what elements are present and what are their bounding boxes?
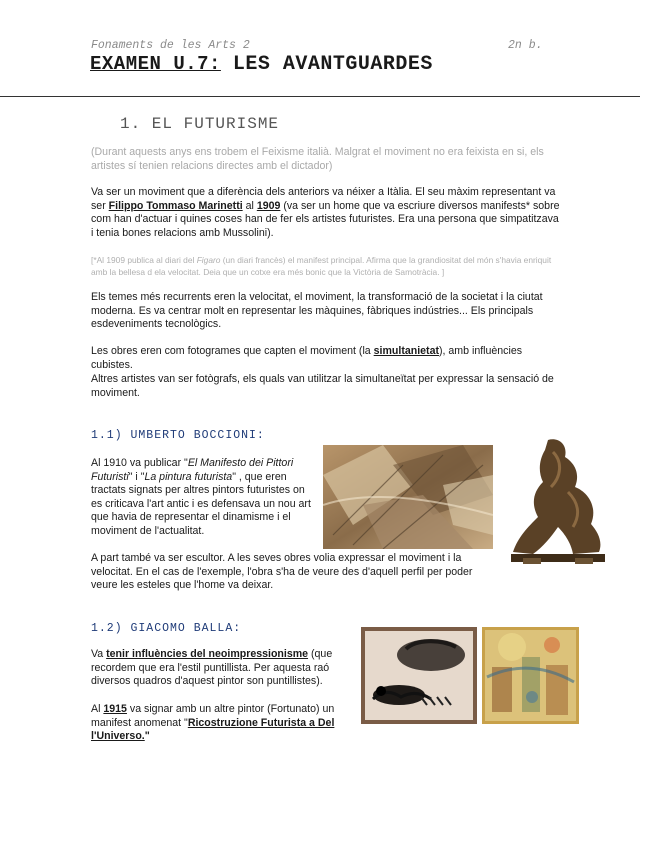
boccioni-painting-image — [323, 445, 493, 549]
text: ), amb influències cubistes. — [91, 345, 523, 371]
balla-dog-painting-image — [361, 627, 477, 724]
text: Va ser un moviment que a diferència dels anteriors va néixer a Itàlia. El seu màxim representant va ser — [91, 186, 556, 212]
simultaneity-paragraph — [91, 345, 561, 372]
manifest-footnote — [91, 254, 561, 278]
page-title — [90, 53, 433, 76]
balla-paragraph-1 — [91, 648, 336, 689]
boccioni-paragraph-2: A part també va ser escultor. A les seves obres volia expressar el moviment i la velocitat. En el cas de l'exemple, l'obra s'ha de veure des d'aquell perfil per poder veure les esteles que l'home va deixar. — [91, 552, 473, 592]
text: Va — [91, 648, 107, 660]
balla-pointillist-painting-image — [482, 627, 579, 724]
manifest-title: Ricostruzione Futurista a Del l'Universo. — [91, 716, 335, 743]
text: [*Al 1909 publica al diari del — [91, 255, 197, 265]
text: Les obres eren com fotogrames que capten el moviment (la — [91, 345, 374, 357]
intro-paragraph: (Durant aquests anys ens trobem el Feixisme italià. Malgrat el moviment no era feixista en si, els artistes sí tenien relacions directes amb el dictador) — [91, 146, 544, 172]
pintura-title: La pintura futurista — [144, 470, 233, 483]
text: va signar amb un altre pintor (Fortunato) un manifest anomenat " — [91, 703, 335, 729]
photographers-paragraph: Altres artistes van ser fotògrafs, els quals van utilitzar la simultaneïtat per expressar la sensació de moviment. — [91, 373, 554, 399]
text: Al — [91, 703, 104, 715]
boccioni-sculpture-image — [503, 432, 611, 567]
marinetti-name: Filippo Tommaso Marinetti — [108, 199, 243, 212]
neoimpressionisme-term: tenir influències del neoimpressionisme — [106, 648, 309, 660]
text: " , que eren tractats signats per altres pintors futuristes on es criticava l'art antic i es defensava un nou art que havia de representar el dinamisme i el moviment de l'actualitat. — [91, 470, 311, 537]
boccioni-paragraph-1 — [91, 457, 311, 539]
text: (un diari francès) el manifest principal. Afirma que la grandiositat del món s'havia enriquit amb la bellesa d ela velocitat. Deia que un cotxe era més bonic que la Victòria de Samotràcia. ] — [91, 255, 552, 277]
course-header: 2n b. — [508, 39, 543, 52]
simultanietat-term: simultanietat — [373, 345, 439, 357]
exam-label: EXAMEN U.7: — [90, 53, 221, 75]
section-heading-futurisme: 1. EL FUTURISME — [120, 115, 280, 133]
balla-paragraph-2 — [91, 703, 336, 744]
text: al — [242, 199, 257, 212]
year-1915: 1915 — [103, 703, 127, 715]
themes-paragraph: Els temes més recurrents eren la velocitat, el moviment, la transformació de la societat i la ciutat moderna. Es va centrar molt en representar les màquines, fàbriques indústries... Els principals esdeveniments tecnològics. — [91, 291, 543, 331]
figaro-italic: Figaro — [196, 255, 221, 265]
marinetti-paragraph — [91, 186, 561, 240]
section-heading-boccioni: 1.1) UMBERTO BOCCIONI: — [91, 429, 265, 442]
year-1909: 1909 — [256, 199, 281, 212]
header-divider — [0, 96, 640, 97]
exam-title: LES AVANTGUARDES — [232, 53, 433, 76]
text: Al 1910 va publicar " — [91, 457, 188, 469]
text: (que recordem que era l'estil puntillista. Per aquesta raó diversos quadros d'aquest pintor son puntillistes). — [91, 648, 333, 688]
text: (va ser un home que va escriure diversos manifests* sobre com han d'actuar i quines coses han de fer els artistes futuristes. Era una persona que simpatitzava i tenia bones relacions amb Mussolini). — [91, 199, 560, 239]
manifesto-title: El Manifesto dei Pittori Futuristi — [91, 457, 294, 483]
text: " — [144, 730, 150, 743]
subject-header: Fonaments de les Arts 2 — [91, 39, 250, 52]
section-heading-balla: 1.2) GIACOMO BALLA: — [91, 622, 242, 635]
text: " i " — [128, 470, 145, 483]
